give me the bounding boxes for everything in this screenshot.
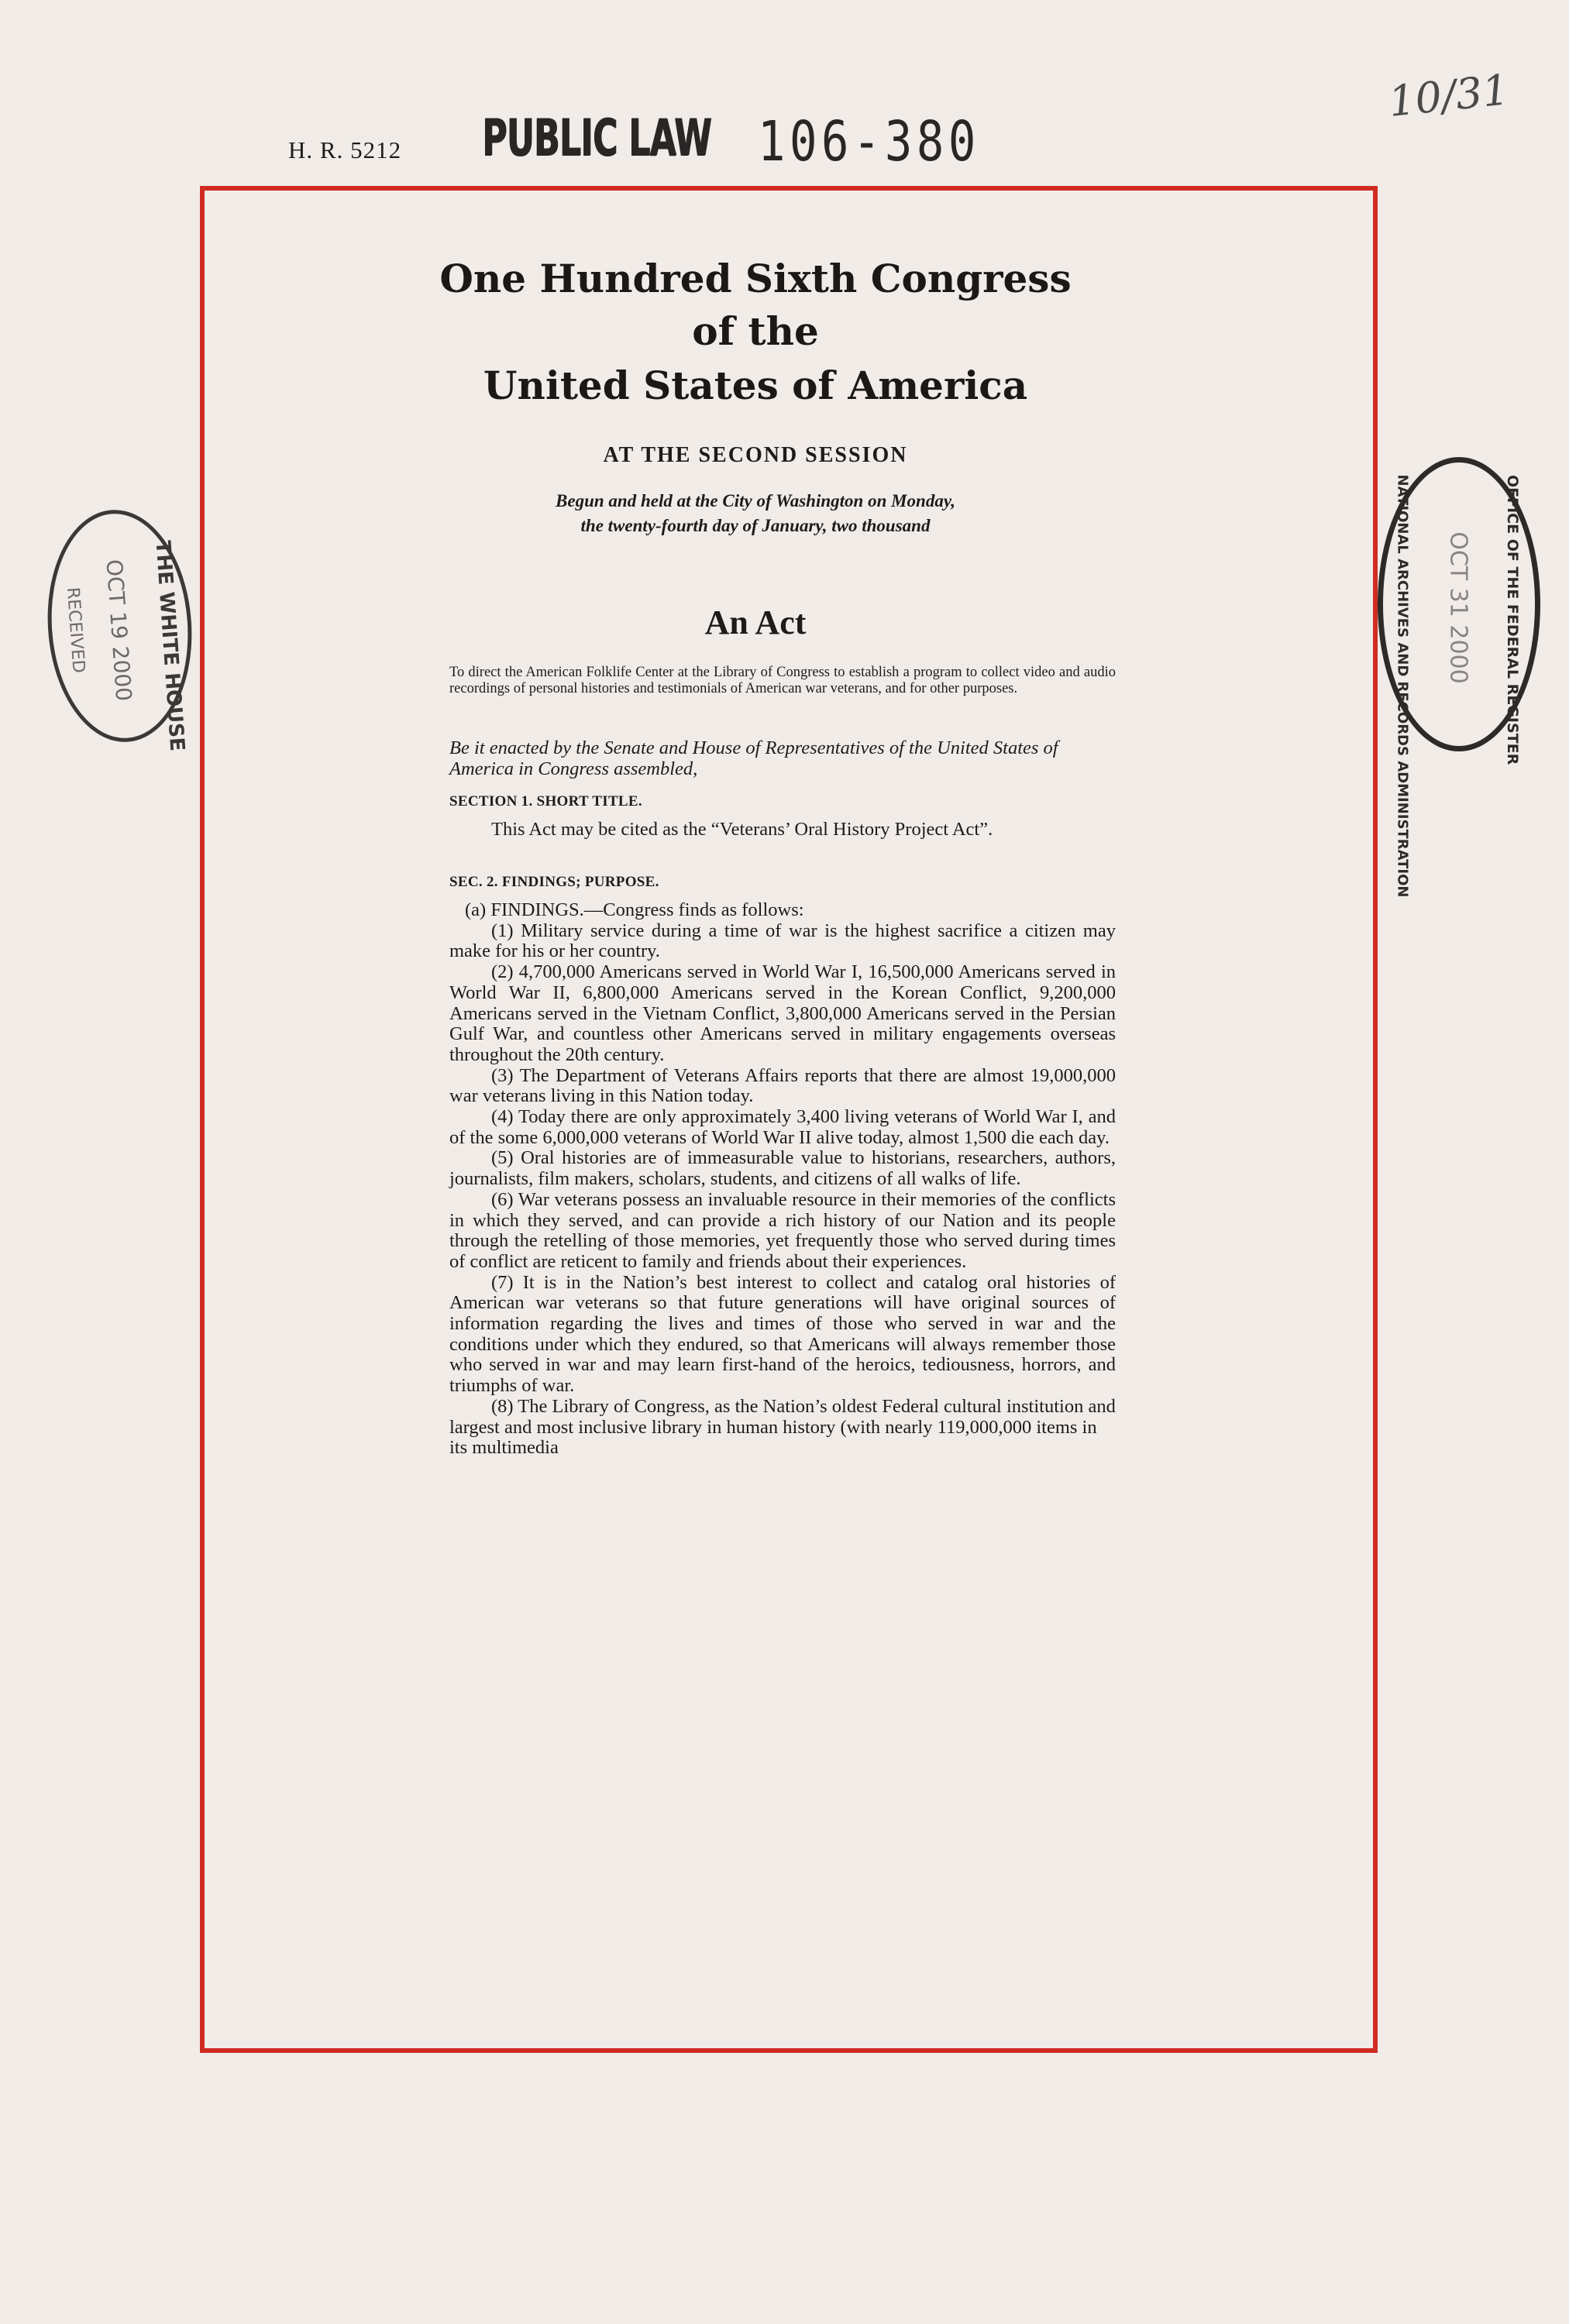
bill-number: H. R. 5212 bbox=[288, 136, 402, 163]
act-heading: An Act bbox=[704, 603, 807, 641]
stamp-archives-office: OFFICE OF THE FEDERAL REGISTER bbox=[1504, 475, 1521, 765]
finding-item: (2) 4,700,000 Americans served in World War I, 16,500,000 Americans served in World War II, 6,800,000 Americans served in the Korean Conflict, 9,200,000 Americans served in the Vietnam Conflict, 3,800,000 Americans served in the Persian Gulf War, and countless other Americans served in military engagements overseas throughout the 20th century. bbox=[449, 961, 1116, 1065]
session-begun-line: Begun and held at the City of Washington on Monday, bbox=[556, 491, 955, 511]
act-purpose: To direct the American Folklife Center at the Library of Congress to establish a program to collect video and audio recordings of personal histories and testimonials of American war veterans, and for other purposes. bbox=[449, 665, 1116, 696]
finding-item: (8) The Library of Congress, as the Nation’s oldest Federal cultural institution and largest and most inclusive library in human history (with nearly 119,000,000 items in its multimedia bbox=[449, 1395, 1116, 1459]
enacting-clause: Be it enacted by the Senate and House of Representatives of the United States of America in Congress assembled, bbox=[449, 737, 1058, 779]
finding-item: (4) Today there are only approximately 3,400 living veterans of World War I, and of the some 6,000,000 veterans of World War II alive today, almost 1,500 die each day. bbox=[449, 1106, 1116, 1148]
session-heading: AT THE SECOND SESSION bbox=[603, 443, 908, 467]
finding-item: (5) Oral histories are of immeasurable value to historians, researchers, authors, journalists, film makers, scholars, students, and citizens of all walks of life. bbox=[449, 1147, 1116, 1190]
finding-item: (7) It is in the Nation’s best interest to collect and catalog oral histories of American war veterans so that future generations will have original sources of information regarding the lives and times of those who served in war and the conditions under which they endured, so that Americans will always remember those who served in war and may learn first-hand of the heroics, tediousness, horrors, and triumphs of war. bbox=[449, 1271, 1116, 1397]
stamp-archives-date: OCT 31 2000 bbox=[1444, 531, 1472, 684]
finding-item: (6) War veterans possess an invaluable resource in their memories of the conflicts in which they served, and can provide a rich history of our Nation and its people through the retelling of those memories, yet frequently those who served during times of conflict are reticent to family and friends about their experiences. bbox=[449, 1188, 1116, 1272]
handwritten-date: 10/31 bbox=[1386, 65, 1512, 126]
congress-title: One Hundred Sixth Congress bbox=[439, 256, 1072, 301]
findings-intro: (a) FINDINGS.—Congress finds as follows: bbox=[465, 899, 804, 920]
section2-heading: SEC. 2. FINDINGS; PURPOSE. bbox=[449, 874, 659, 890]
finding-item: (3) The Department of Veterans Affairs reports that there are almost 19,000,000 war veterans living in this Nation today. bbox=[449, 1064, 1116, 1107]
section1-heading: SECTION 1. SHORT TITLE. bbox=[449, 793, 642, 810]
section1-text: This Act may be cited as the “Veterans’ Oral History Project Act”. bbox=[491, 819, 993, 840]
findings-block bbox=[449, 900, 1116, 1459]
white-house-received-stamp bbox=[40, 505, 199, 752]
session-begun-line: the twenty-fourth day of January, two thousand bbox=[580, 516, 931, 535]
stamp-archives-name: NATIONAL ARCHIVES AND RECORDS ADMINISTRATION bbox=[1394, 474, 1411, 898]
congress-title-country: United States of America bbox=[483, 363, 1028, 408]
congress-title-of-the: of the bbox=[692, 308, 819, 354]
public-law-number: 106-380 bbox=[758, 110, 980, 174]
public-law-stamp: PUBLIC LAW bbox=[482, 108, 711, 167]
stamp-white-house-date: OCT 19 2000 bbox=[101, 558, 137, 703]
finding-item: (1) Military service during a time of war is the highest sacrifice a citizen may make for his or her country. bbox=[449, 920, 1116, 962]
stamp-white-house-received: RECEIVED bbox=[62, 586, 88, 674]
stamp-white-house-name: THE WHITE HOUSE bbox=[150, 539, 189, 752]
national-archives-stamp bbox=[1378, 457, 1540, 898]
